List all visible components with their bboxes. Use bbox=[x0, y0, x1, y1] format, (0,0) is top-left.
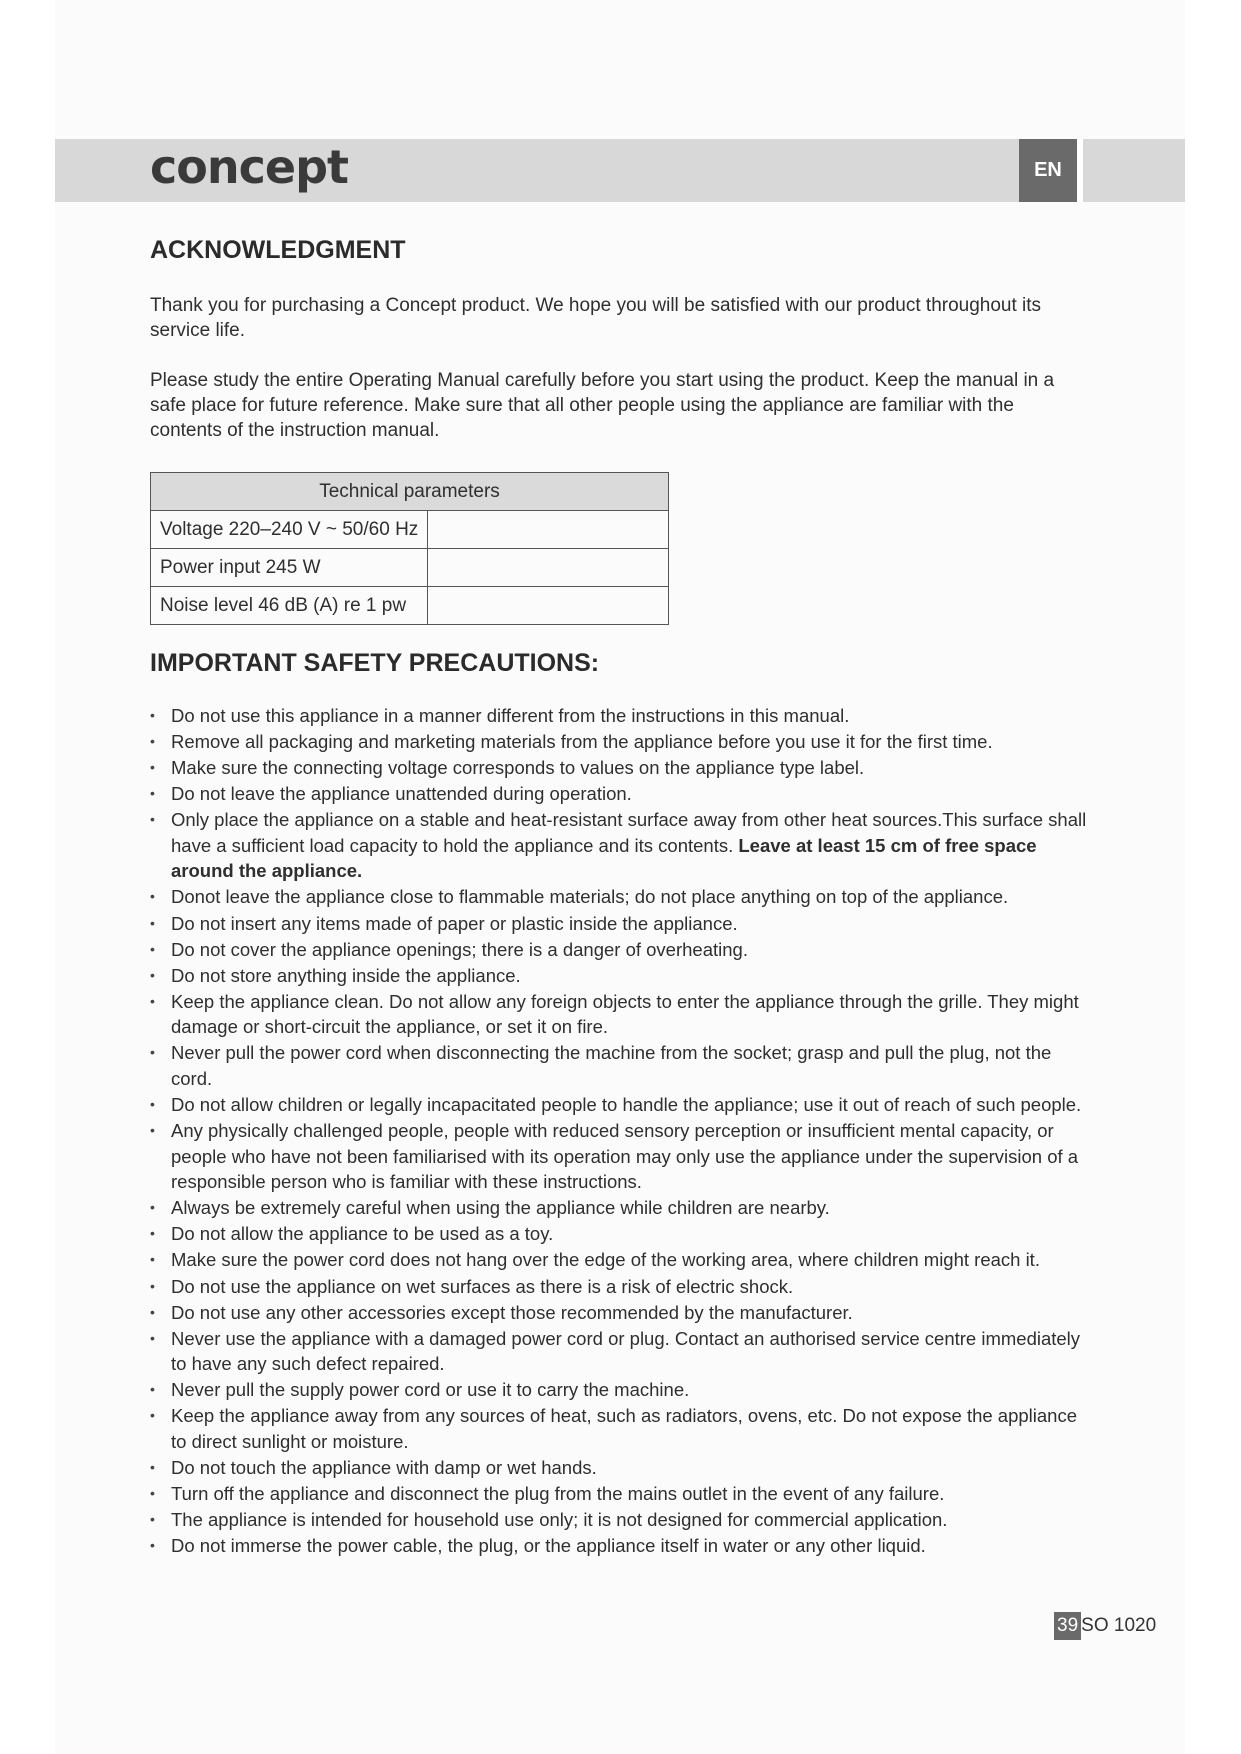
list-item: • Keep the appliance clean. Do not allow any foreign objects to enter the appliance through the grille. They might damage or short-circuit the appliance, or set it on fire. bbox=[150, 989, 1095, 1040]
table-row bbox=[151, 587, 669, 625]
table-header-row bbox=[151, 473, 669, 511]
list-item: • Do not allow children or legally incapacitated people to handle the appliance; use it out of reach of such people. bbox=[150, 1092, 1095, 1118]
list-item: • Donot leave the appliance close to flammable materials; do not place anything on top of the appliance. bbox=[150, 884, 1095, 910]
list-item: • Only place the appliance on a stable and heat-resistant surface away from other heat sources.This surface shall have a sufficient load capacity to hold the appliance and its contents. Leave at least 15 cm of free space around the appliance. bbox=[150, 807, 1095, 884]
list-item: • Do not immerse the power cable, the plug, or the appliance itself in water or any other liquid. bbox=[150, 1533, 1095, 1559]
header-divider bbox=[1077, 139, 1083, 202]
safety-precautions-list bbox=[150, 703, 1095, 1559]
table-header: Technical parameters bbox=[151, 473, 669, 511]
list-item: • Turn off the appliance and disconnect the plug from the mains outlet in the event of any failure. bbox=[150, 1481, 1095, 1507]
list-item: • Do not use any other accessories except those recommended by the manufacturer. bbox=[150, 1300, 1095, 1326]
table-row bbox=[151, 511, 669, 549]
acknowledgment-title: ACKNOWLEDGMENT bbox=[150, 236, 406, 264]
list-item: • Do not use the appliance on wet surfaces as there is a risk of electric shock. bbox=[150, 1274, 1095, 1300]
acknowledgment-paragraph-2: Please study the entire Operating Manual carefully before you start using the product. Keep the manual in a safe place for future reference. Make sure that all other people using the appliance are familiar with the contents of the instruction manual. bbox=[150, 370, 1055, 441]
list-item: • Never use the appliance with a damaged power cord or plug. Contact an authorised service centre immediately to have any such defect repaired. bbox=[150, 1326, 1095, 1377]
list-item: • Do not leave the appliance unattended during operation. bbox=[150, 781, 1095, 807]
language-badge: EN bbox=[1019, 139, 1077, 202]
acknowledgment-paragraph-1: Thank you for purchasing a Concept product. We hope you will be satisfied with our product throughout its service life. bbox=[150, 295, 1042, 341]
list-item: • Always be extremely careful when using the appliance while children are nearby. bbox=[150, 1195, 1095, 1221]
table-cell-empty bbox=[428, 511, 669, 549]
page-footer bbox=[1054, 1612, 1156, 1640]
list-item: • Never pull the supply power cord or use it to carry the machine. bbox=[150, 1377, 1095, 1403]
list-item: • Do not insert any items made of paper or plastic inside the appliance. bbox=[150, 911, 1095, 937]
list-item: • Make sure the power cord does not hang over the edge of the working area, where children might reach it. bbox=[150, 1247, 1095, 1273]
technical-parameters-table bbox=[150, 472, 669, 625]
list-item: • Do not allow the appliance to be used as a toy. bbox=[150, 1221, 1095, 1247]
list-item: • Never pull the power cord when disconnecting the machine from the socket; grasp and pull the plug, not the cord. bbox=[150, 1040, 1095, 1091]
table-row bbox=[151, 549, 669, 587]
list-item: • Do not cover the appliance openings; there is a danger of overheating. bbox=[150, 937, 1095, 963]
list-item: • Do not use this appliance in a manner different from the instructions in this manual. bbox=[150, 703, 1095, 729]
model-number: SO 1020 bbox=[1081, 1615, 1157, 1636]
concept-logo: concept bbox=[150, 140, 349, 194]
table-cell: Power input 245 W bbox=[151, 549, 428, 587]
table-cell: Voltage 220–240 V ~ 50/60 Hz bbox=[151, 511, 428, 549]
page-number: 39 bbox=[1054, 1612, 1081, 1640]
table-cell: Noise level 46 dB (A) re 1 pw bbox=[151, 587, 428, 625]
list-item: • Do not touch the appliance with damp or wet hands. bbox=[150, 1455, 1095, 1481]
safety-title: IMPORTANT SAFETY PRECAUTIONS: bbox=[150, 649, 600, 677]
table-cell-empty bbox=[428, 587, 669, 625]
list-item: • Make sure the connecting voltage corresponds to values on the appliance type label. bbox=[150, 755, 1095, 781]
bold-warning: Leave at least 15 cm of free space around the appliance. bbox=[171, 834, 1037, 882]
list-item: • Keep the appliance away from any sources of heat, such as radiators, ovens, etc. Do not expose the appliance to direct sunlight or moisture. bbox=[150, 1403, 1095, 1454]
list-item: • The appliance is intended for household use only; it is not designed for commercial application. bbox=[150, 1507, 1095, 1533]
list-item: • Remove all packaging and marketing materials from the appliance before you use it for the first time. bbox=[150, 729, 1095, 755]
table-cell-empty bbox=[428, 549, 669, 587]
list-item: • Any physically challenged people, people with reduced sensory perception or insufficient mental capacity, or people who have not been familiarised with its operation may only use the appliance under the supervision of a responsible person who is familiar with these instructions. bbox=[150, 1118, 1095, 1195]
list-item: • Do not store anything inside the appliance. bbox=[150, 963, 1095, 989]
